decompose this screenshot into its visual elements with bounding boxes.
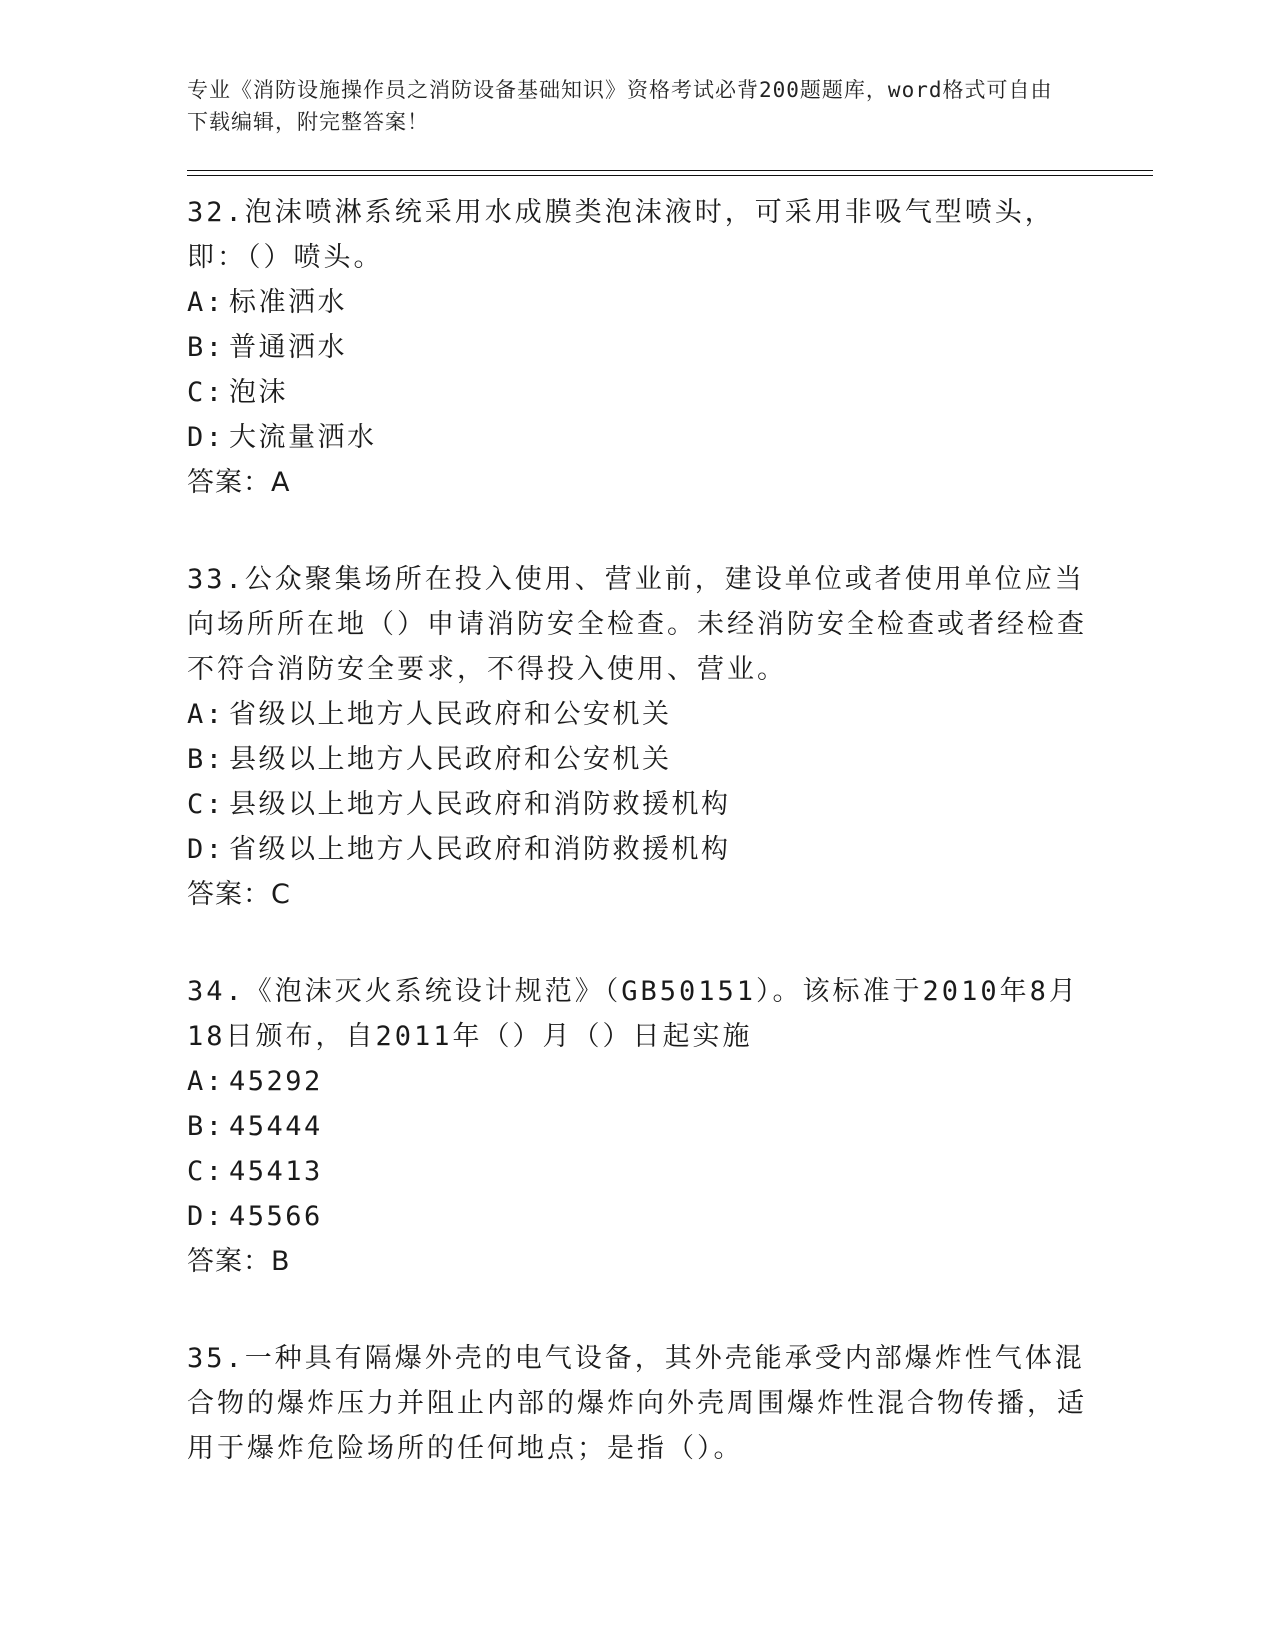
header-intro: 专业《消防设施操作员之消防设备基础知识》资格考试必背200题题库，word格式可自由下载编辑，附完整答案！ bbox=[187, 78, 1053, 134]
question-34 bbox=[187, 969, 1087, 1284]
option-text: 45292 bbox=[229, 1066, 323, 1097]
question-stem: 34.《泡沫灭火系统设计规范》（GB50151）。该标准于2010年8月18日颁布，自2011年（）月（）日起实施 bbox=[187, 976, 1079, 1052]
option-text: 普通洒水 bbox=[229, 332, 347, 363]
question-33 bbox=[187, 557, 1087, 917]
option-d bbox=[187, 827, 1087, 872]
option-text: 标准洒水 bbox=[229, 287, 347, 318]
question-32 bbox=[187, 190, 1087, 505]
option-text: 泡沫 bbox=[229, 377, 288, 408]
question-stem: 35.一种具有隔爆外壳的电气设备，其外壳能承受内部爆炸性气体混合物的爆炸压力并阻止内部的爆炸向外壳周围爆炸性混合物传播，适用于爆炸危险场所的任何地点；是指（）。 bbox=[187, 1343, 1087, 1464]
question-stem: 33.公众聚集场所在投入使用、营业前，建设单位或者使用单位应当向场所所在地（）申请消防安全检查。未经消防安全检查或者经检查不符合消防安全要求，不得投入使用、营业。 bbox=[187, 564, 1087, 685]
option-c bbox=[187, 370, 1087, 415]
option-key: B: bbox=[187, 332, 225, 363]
option-a bbox=[187, 692, 1087, 737]
option-key: D: bbox=[187, 1201, 225, 1232]
question-stem: 32.泡沫喷淋系统采用水成膜类泡沫液时，可采用非吸气型喷头，即：（）喷头。 bbox=[187, 197, 1055, 273]
document-header bbox=[187, 74, 1067, 138]
option-key: D: bbox=[187, 834, 225, 865]
option-text: 45413 bbox=[229, 1156, 323, 1187]
option-text: 省级以上地方人民政府和公安机关 bbox=[229, 699, 672, 730]
option-key: A: bbox=[187, 699, 225, 730]
header-rule-top bbox=[187, 170, 1153, 171]
option-a bbox=[187, 1059, 1087, 1104]
option-b bbox=[187, 1104, 1087, 1149]
option-key: C: bbox=[187, 789, 225, 820]
question-list bbox=[187, 190, 1087, 1523]
option-d bbox=[187, 1194, 1087, 1239]
header-rule-bottom bbox=[187, 175, 1153, 176]
option-key: A: bbox=[187, 1066, 225, 1097]
option-b bbox=[187, 737, 1087, 782]
option-key: D: bbox=[187, 422, 225, 453]
option-text: 45566 bbox=[229, 1201, 323, 1232]
option-text: 县级以上地方人民政府和公安机关 bbox=[229, 744, 672, 775]
question-35 bbox=[187, 1336, 1087, 1471]
option-key: B: bbox=[187, 1111, 225, 1142]
option-d bbox=[187, 415, 1087, 460]
option-key: C: bbox=[187, 377, 225, 408]
option-b bbox=[187, 325, 1087, 370]
option-text: 县级以上地方人民政府和消防救援机构 bbox=[229, 789, 731, 820]
option-text: 大流量洒水 bbox=[229, 422, 377, 453]
option-key: A: bbox=[187, 287, 225, 318]
option-text: 45444 bbox=[229, 1111, 323, 1142]
option-c bbox=[187, 1149, 1087, 1194]
answer-line: 答案：A bbox=[187, 467, 291, 498]
answer-line: 答案：C bbox=[187, 879, 291, 910]
option-c bbox=[187, 782, 1087, 827]
option-a bbox=[187, 280, 1087, 325]
answer-line: 答案：B bbox=[187, 1246, 291, 1277]
option-key: C: bbox=[187, 1156, 225, 1187]
option-text: 省级以上地方人民政府和消防救援机构 bbox=[229, 834, 731, 865]
option-key: B: bbox=[187, 744, 225, 775]
